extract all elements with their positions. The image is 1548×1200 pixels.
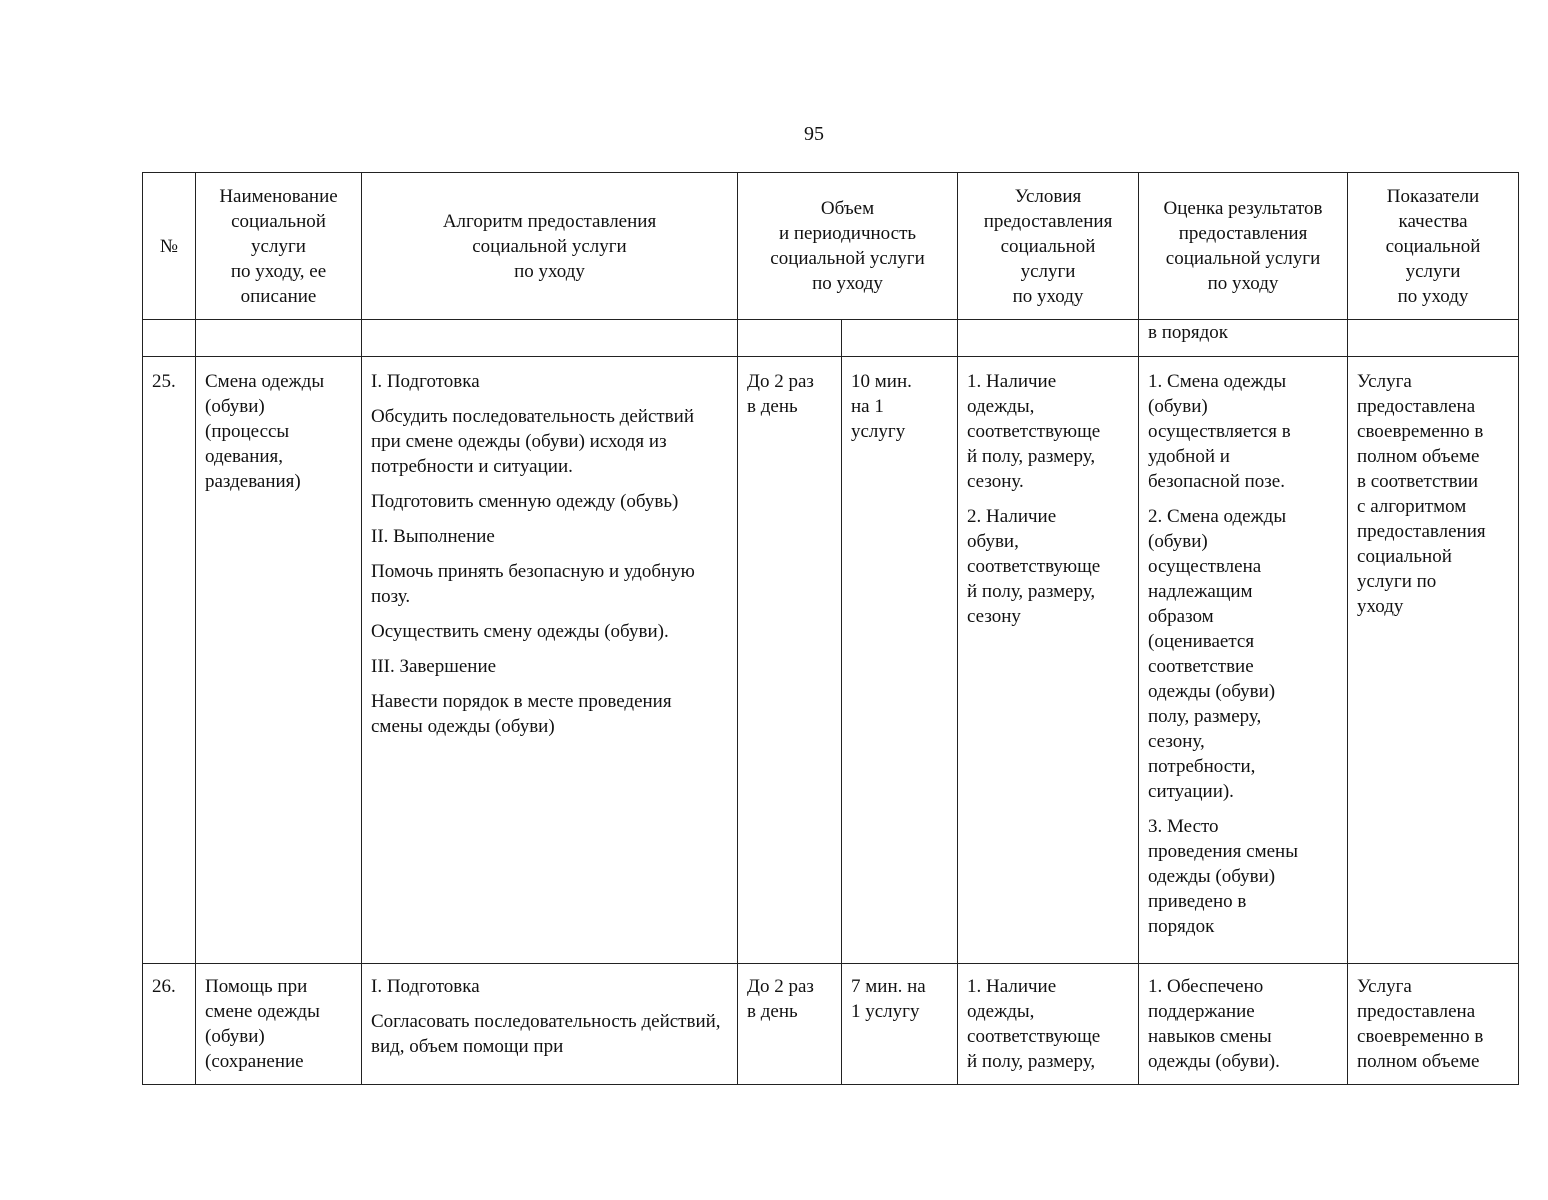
cell-conditions [958,357,1139,964]
cell-algorithm [362,964,738,1085]
algorithm-step: Подготовить сменную одежду (обувь) [371,491,679,512]
condition-item: 1. Наличие одежды, соответствующе й полу, размеру, [967,976,1101,1072]
cell-conditions [958,964,1139,1085]
cell-duration: 7 мин. на 1 услугу [842,964,958,1085]
cell-evaluation [1139,964,1348,1085]
algorithm-step: Навести порядок в месте проведения смены одежды (обуви) [371,691,672,737]
cell-duration: 10 мин. на 1 услугу [842,357,958,964]
evaluation-item: 3. Место проведения смены одежды (обуви) приведено в порядок [1148,816,1298,937]
cell-empty [362,320,738,357]
evaluation-item: 1. Смена одежды (обуви) осуществляется в удобной и безопасной позе. [1148,371,1291,492]
cell-no: 26. [143,964,196,1085]
header-algorithm: Алгоритм предоставления социальной услуги по уходу [362,173,738,320]
cell-no: 25. [143,357,196,964]
cell-quality: Услуга предоставлена своевременно в полном объеме [1348,964,1519,1085]
algorithm-step: II. Выполнение [371,526,495,547]
table-header-row [143,173,1519,320]
cell-evaluation [1139,357,1348,964]
header-name: Наименование социальной услуги по уходу, ее описание [196,173,362,320]
cell-frequency: До 2 раз в день [738,964,842,1085]
header-evaluation: Оценка результатов предоставления социальной услуги по уходу [1139,173,1348,320]
cell-name: Смена одежды (обуви) (процессы одевания, раздевания) [196,357,362,964]
cell-name: Помощь при смене одежды (обуви) (сохранение [196,964,362,1085]
cell-empty [842,320,958,357]
header-volume: Объем и периодичность социальной услуги по уходу [738,173,958,320]
cell-empty [196,320,362,357]
cell-frequency: До 2 раз в день [738,357,842,964]
condition-item: 2. Наличие обуви, соответствующе й полу, размеру, сезону [967,506,1101,627]
cell-empty [738,320,842,357]
algorithm-step: I. Подготовка [371,371,480,392]
evaluation-item: 1. Обеспечено поддержание навыков смены одежды (обуви). [1148,976,1280,1072]
evaluation-item: 2. Смена одежды (обуви) осуществлена надлежащим образом (оценивается соответствие одежды (обуви) полу, размеру, сезону, потребности, ситуации). [1148,506,1287,802]
cell-quality: Услуга предоставлена своевременно в полном объеме в соответствии с алгоритмом предоставления социальной услуги по уходу [1348,357,1519,964]
table-row [143,964,1519,1085]
cell-evaluation: в порядок [1139,320,1348,357]
algorithm-step: III. Завершение [371,656,497,677]
cell-empty [1348,320,1519,357]
cell-empty [143,320,196,357]
continuation-row [143,320,1519,357]
cell-algorithm [362,357,738,964]
header-no: № [143,173,196,320]
algorithm-step: I. Подготовка [371,976,480,997]
algorithm-step: Обсудить последовательность действий при смене одежды (обуви) исходя из потребности и ситуации. [371,406,694,477]
services-table [142,172,1519,1085]
condition-item: 1. Наличие одежды, соответствующе й полу, размеру, сезону. [967,371,1101,492]
header-quality: Показатели качества социальной услуги по уходу [1348,173,1519,320]
page-number: 95 [804,123,824,145]
table-row [143,357,1519,964]
algorithm-step: Осуществить смену одежды (обуви). [371,621,669,642]
header-conditions: Условия предоставления социальной услуги по уходу [958,173,1139,320]
algorithm-step: Согласовать последовательность действий, вид, объем помощи при [371,1011,721,1057]
algorithm-step: Помочь принять безопасную и удобную позу. [371,561,695,607]
cell-empty [958,320,1139,357]
